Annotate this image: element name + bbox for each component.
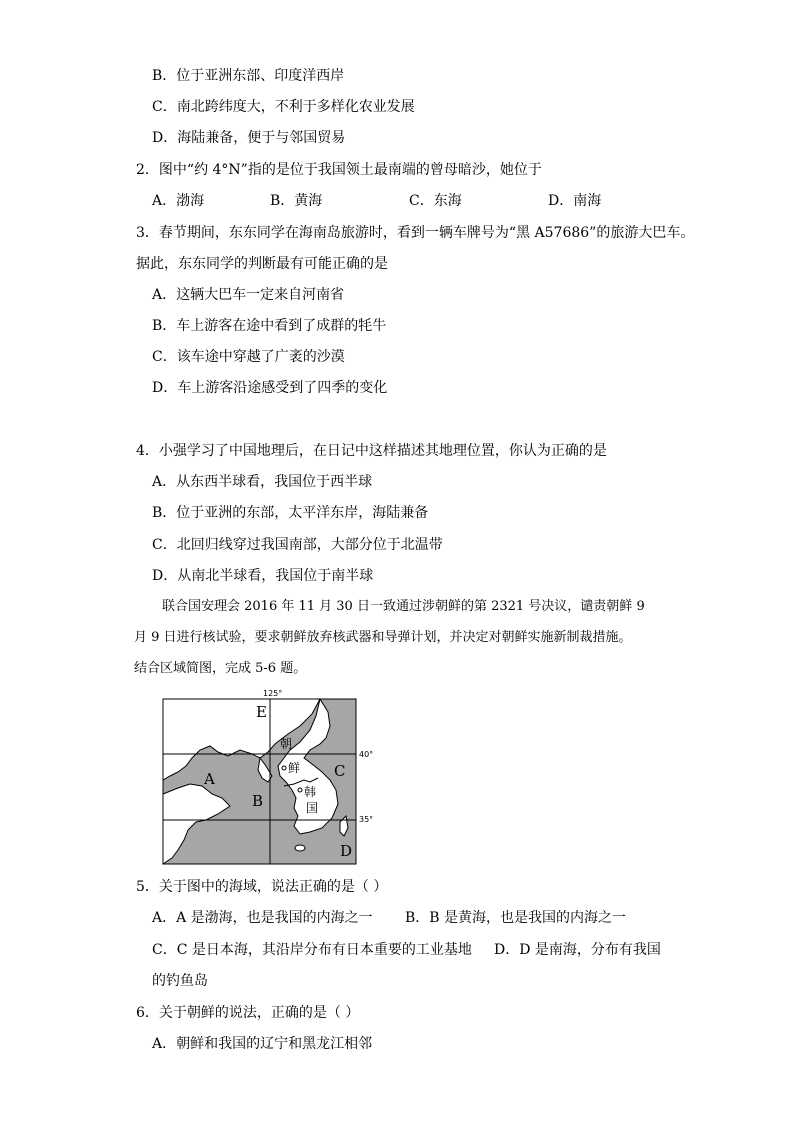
- map-capital-seoul: [298, 788, 302, 792]
- q2-option-a: A．渤海: [152, 193, 205, 209]
- map-label-c: C: [334, 762, 346, 780]
- q2-option-b: B．黄海: [270, 193, 323, 209]
- q1-option-b: B．位于亚洲东部、印度洋西岸: [152, 68, 345, 84]
- map-island-jeju: [295, 845, 305, 851]
- map-label-chao: 朝: [280, 737, 293, 751]
- material-line-3: 结合区域简图，完成 5-6 题。: [134, 661, 307, 676]
- map-lon-label: 125°: [263, 689, 283, 698]
- q4-option-b: B．位于亚洲的东部，太平洋东岸，海陆兼备: [152, 505, 429, 521]
- map-label-a: A: [204, 770, 215, 788]
- q5-option-d-cont: 的钓鱼岛: [152, 973, 208, 989]
- q5-option-d: D．D 是南海，分布有我国: [494, 942, 661, 958]
- q4-stem: 4．小强学习了中国地理后，在日记中这样描述其地理位置，你认为正确的是: [136, 443, 607, 459]
- map-label-xian: 鲜: [288, 761, 301, 775]
- map-lat-label-35: 35°: [359, 815, 374, 824]
- q6-option-a: A．朝鲜和我国的辽宁和黑龙江相邻: [152, 1036, 373, 1052]
- q4-option-d: D．从南北半球看，我国位于南半球: [152, 568, 374, 584]
- q4-option-a: A．从东西半球看，我国位于西半球: [152, 474, 373, 490]
- q3-option-d: D．车上游客沿途感受到了四季的变化: [152, 380, 388, 396]
- map-capital-pyongyang: [282, 766, 286, 770]
- map-label-d: D: [340, 842, 353, 860]
- map-label-han: 韩: [304, 785, 317, 799]
- q1-option-c: C．南北跨纬度大，不利于多样化农业发展: [152, 99, 415, 115]
- map-label-guo: 国: [306, 801, 319, 815]
- q1-option-d: D．海陆兼备，便于与邻国贸易: [152, 130, 346, 146]
- q3-stem-line1: 3．春节期间，东东同学在海南岛旅游时，看到一辆车牌号为“黑 A57686”的旅游大巴车。: [136, 225, 695, 241]
- q5-stem: 5．关于图中的海域，说法正确的是（ ）: [136, 879, 388, 895]
- q5-option-c: C．C 是日本海，其沿岸分布有日本重要的工业基地: [152, 942, 472, 958]
- q4-option-c: C．北回归线穿过我国南部，大部分位于北温带: [152, 537, 443, 553]
- q3-option-b: B．车上游客在途中看到了成群的牦牛: [152, 318, 387, 334]
- q5-option-b: B．B 是黄海，也是我国的内海之一: [405, 910, 627, 926]
- q3-option-c: C．该车途中穿越了广袤的沙漠: [152, 349, 345, 365]
- q2-option-d: D．南海: [548, 193, 602, 209]
- q2-option-c: C．东海: [409, 193, 462, 209]
- map-lat-label-40: 40°: [359, 750, 374, 759]
- korea-region-map: [160, 686, 380, 868]
- material-line-2: 月 9 日进行核试验，要求朝鲜放弃核武器和导弹计划，并决定对朝鲜实施新制裁措施。: [134, 630, 632, 645]
- q3-stem-line2: 据此，东东同学的判断最有可能正确的是: [136, 256, 388, 272]
- map-label-e: E: [256, 703, 267, 721]
- q5-option-a: A．A 是渤海，也是我国的内海之一: [152, 910, 373, 926]
- q3-option-a: A．这辆大巴车一定来自河南省: [152, 287, 345, 303]
- q6-stem: 6．关于朝鲜的说法，正确的是（ ）: [136, 1005, 360, 1021]
- material-line-1: 联合国安理会 2016 年 11 月 30 日一致通过涉朝鲜的第 2321 号决议，谴责朝鲜 9: [162, 599, 645, 614]
- q2-stem: 2．图中“约 4°N”指的是位于我国领土最南端的曾母暗沙，她位于: [136, 162, 542, 178]
- map-label-b: B: [252, 792, 264, 810]
